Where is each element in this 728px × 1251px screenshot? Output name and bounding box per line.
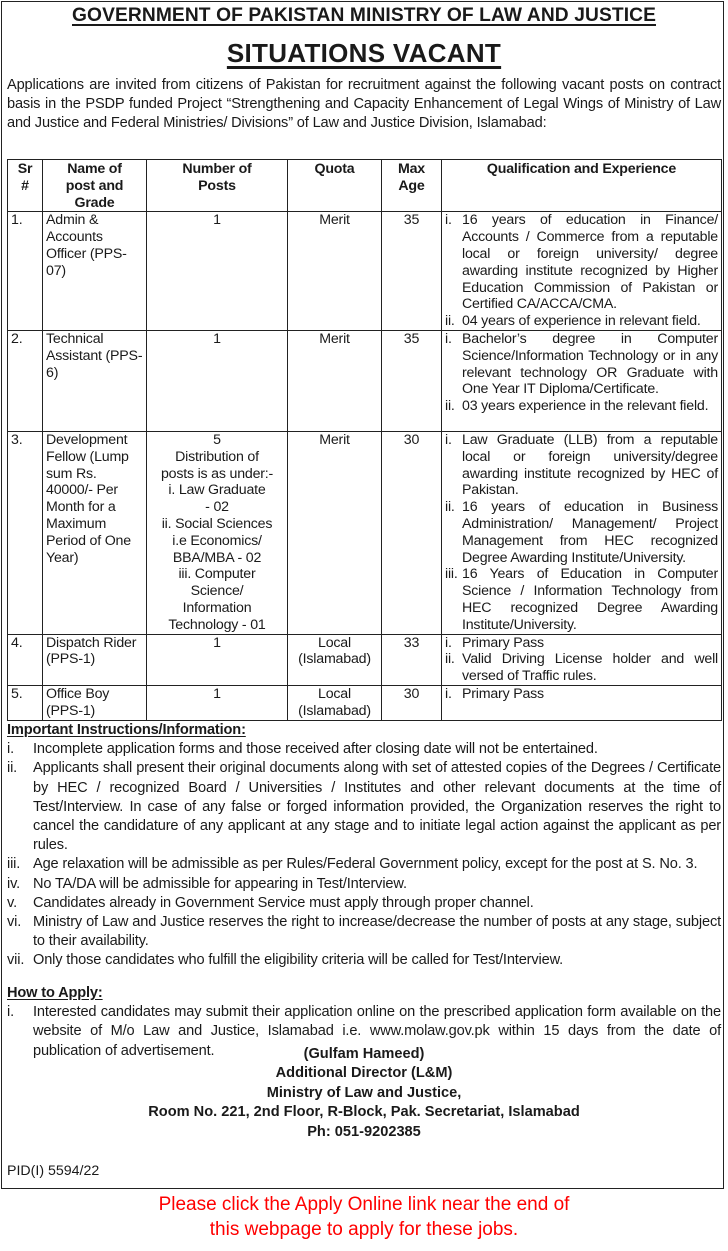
cell-quota: Local (Islamabad): [288, 685, 382, 720]
instruction-item: iii. Age relaxation will be admissible as per Rules/Federal Government policy, except for the post at S. No. 3.: [7, 856, 698, 873]
table-row: [8, 634, 722, 685]
signatory-phone: Ph: 051-9202385: [307, 1123, 421, 1140]
table-row: [8, 330, 722, 431]
posts-distribution-line: Technology - 01: [168, 616, 266, 633]
signature-block: [0, 1045, 728, 1142]
cell-posts: 1: [147, 212, 288, 331]
signatory-address: Room No. 221, 2nd Floor, R-Block, Pak. Secretariat, Islamabad: [148, 1104, 580, 1121]
organization-heading: GOVERNMENT OF PAKISTAN MINISTRY OF LAW AND JUSTICE: [71, 4, 657, 26]
cell-posts: [147, 431, 288, 634]
column-header-qualification: Qualification and Experience: [442, 160, 722, 212]
notice-line-1: Please click the Apply Online link near the end of: [158, 1194, 570, 1215]
instructions-heading: Important Instructions/Information:: [7, 722, 246, 738]
how-to-apply-heading: How to Apply:: [7, 985, 103, 1001]
posts-distribution-line: posts is as under:-: [160, 465, 274, 482]
cell-max-age: 35: [382, 330, 442, 431]
posts-distribution-line: Science/: [190, 583, 244, 600]
instruction-item: ii. Applicants shall present their original documents along with set of attested copies of the Degrees / Certificate by HEC / recognized Board / Universities / Institutes and other relevant documents at the time of Test/Interview. In case of any false or forged information provided, the Organization reserves the right to cancel the candidature of any applicant at any stage and to initiate legal action against the applicant as per rules.: [7, 760, 721, 854]
instruction-item: vii. Only those candidates who fulfill the eligibility criteria will be called for Test/Interview.: [7, 952, 564, 969]
posts-distribution-line: i. Law Graduate: [168, 482, 266, 499]
posts-distribution-line: Distribution of: [175, 448, 259, 465]
cell-max-age: 30: [382, 431, 442, 634]
cell-sr: 4.: [8, 634, 43, 685]
instructions-section: [7, 721, 721, 971]
cell-max-age: 30: [382, 685, 442, 720]
qualification-item: i. 16 years of education in Finance/ Accounts / Commerce from a reputable local or foreign university/ degree awarding institute recognized by Higher Education Commission of Pakistan or Certified CA/ACCA/CMA.: [445, 212, 718, 313]
page-title: SITUATIONS VACANT: [226, 38, 502, 68]
column-header-quota: Quota: [288, 160, 382, 212]
notice-line-2: this webpage to apply for these jobs.: [209, 1219, 519, 1240]
posts-distribution-line: iii. Computer: [178, 566, 256, 583]
cell-sr: 3.: [8, 431, 43, 634]
cell-post-name: Development Fellow (Lump sum Rs. 40000/- Per Month for a Maximum Period of One Year): [43, 431, 147, 634]
column-header-posts: Number of Posts: [147, 160, 288, 212]
qualification-item: i. Bachelor’s degree in Computer Science/Information Technology or in any relevant technology OR Graduate with One Year IT Diploma/Certificate.: [445, 330, 718, 398]
vacancies-table: [7, 159, 722, 721]
cell-quota: Merit: [288, 330, 382, 431]
cell-sr: 2.: [8, 330, 43, 431]
column-header-sr: Sr #: [8, 160, 43, 212]
posts-count: 5: [213, 431, 221, 448]
qualification-item: i. Primary Pass: [445, 634, 544, 651]
cell-posts: 1: [147, 685, 288, 720]
instruction-item: vi. Ministry of Law and Justice reserves the right to increase/decrease the number of posts at any stage, subject to their availability.: [7, 914, 721, 950]
cell-quota: Merit: [288, 431, 382, 634]
instruction-item: i. Incomplete application forms and those received after closing date will not be entertained.: [7, 741, 598, 758]
cell-sr: 1.: [8, 212, 43, 331]
posts-distribution-line: Information: [182, 599, 252, 616]
instruction-item: iv. No TA/DA will be admissible for appearing in Test/Interview.: [7, 875, 407, 892]
posts-distribution-line: - 02: [205, 499, 229, 516]
table-row: [8, 431, 722, 634]
qualification-item: ii. 16 years of education in Business Administration/ Management/ Project Management from HEC recognized Degree Awarding Institute/University.: [445, 499, 718, 566]
table-row: [8, 212, 722, 331]
pid-number: PID(I) 5594/22: [7, 1163, 100, 1179]
instruction-item: v. Candidates already in Government Service must apply through proper channel.: [7, 894, 534, 911]
qualification-item: i. Primary Pass: [445, 685, 544, 702]
cell-posts: 1: [147, 634, 288, 685]
cell-qualification: [442, 212, 722, 331]
qualification-item: ii. 04 years of experience in relevant field.: [445, 313, 701, 330]
cell-max-age: 33: [382, 634, 442, 685]
posts-distribution-line: ii. Social Sciences: [161, 515, 273, 532]
cell-post-name: Admin & Accounts Officer (PPS-07): [43, 212, 147, 331]
cell-quota: Local (Islamabad): [288, 634, 382, 685]
cell-posts: 1: [147, 330, 288, 431]
cell-qualification: [442, 330, 722, 431]
cell-post-name: Office Boy (PPS-1): [43, 685, 147, 720]
cell-max-age: 35: [382, 212, 442, 331]
qualification-item: ii. Valid Driving License holder and well versed of Traffic rules.: [445, 651, 718, 685]
table-header-row: [8, 160, 722, 212]
cell-qualification: [442, 634, 722, 685]
how-to-apply-item: i. Interested candidates may submit their application online on the prescribed application form available on the website of M/o Law and Justice, Islamabad i.e. www.molaw.gov.pk within 15 days from the date of publication of advertisement.: [7, 1004, 721, 1059]
cell-post-name: Dispatch Rider (PPS-1): [43, 634, 147, 685]
cell-quota: Merit: [288, 212, 382, 331]
cell-sr: 5.: [8, 685, 43, 720]
column-header-name: Name of post and Grade: [43, 160, 147, 212]
posts-distribution-line: BBA/MBA - 02: [172, 549, 262, 566]
table-row: [8, 685, 722, 720]
signatory-ministry: Ministry of Law and Justice,: [266, 1084, 462, 1101]
cell-post-name: Technical Assistant (PPS-6): [43, 330, 147, 431]
intro-paragraph: Applications are invited from citizens of Pakistan for recruitment against the following vacant posts on contract basis in the PSDP funded Project “Strengthening and Capacity Enhancement of Legal Wings of Ministry of Law and Justice and Federal Ministries/ Divisions” of Law and Justice Division, Islamabad:: [7, 77, 721, 132]
cell-qualification: [442, 431, 722, 634]
column-header-max-age: Max Age: [382, 160, 442, 212]
cell-qualification: [442, 685, 722, 720]
qualification-item: iii. 16 Years of Education in Computer Science / Information Technology from HEC recognized Degree Awarding Institute/University.: [445, 566, 718, 633]
posts-distribution-line: i.e Economics/: [172, 532, 262, 549]
qualification-item: i. Law Graduate (LLB) from a reputable local or foreign university/degree awarding institute recognized by HEC of Pakistan.: [445, 431, 718, 499]
signatory-name: (Gulfam Hameed): [303, 1046, 425, 1062]
signatory-designation: Additional Director (L&M): [275, 1065, 453, 1082]
qualification-item: ii. 03 years experience in the relevant field.: [445, 398, 709, 415]
apply-online-notice: [0, 1192, 728, 1242]
